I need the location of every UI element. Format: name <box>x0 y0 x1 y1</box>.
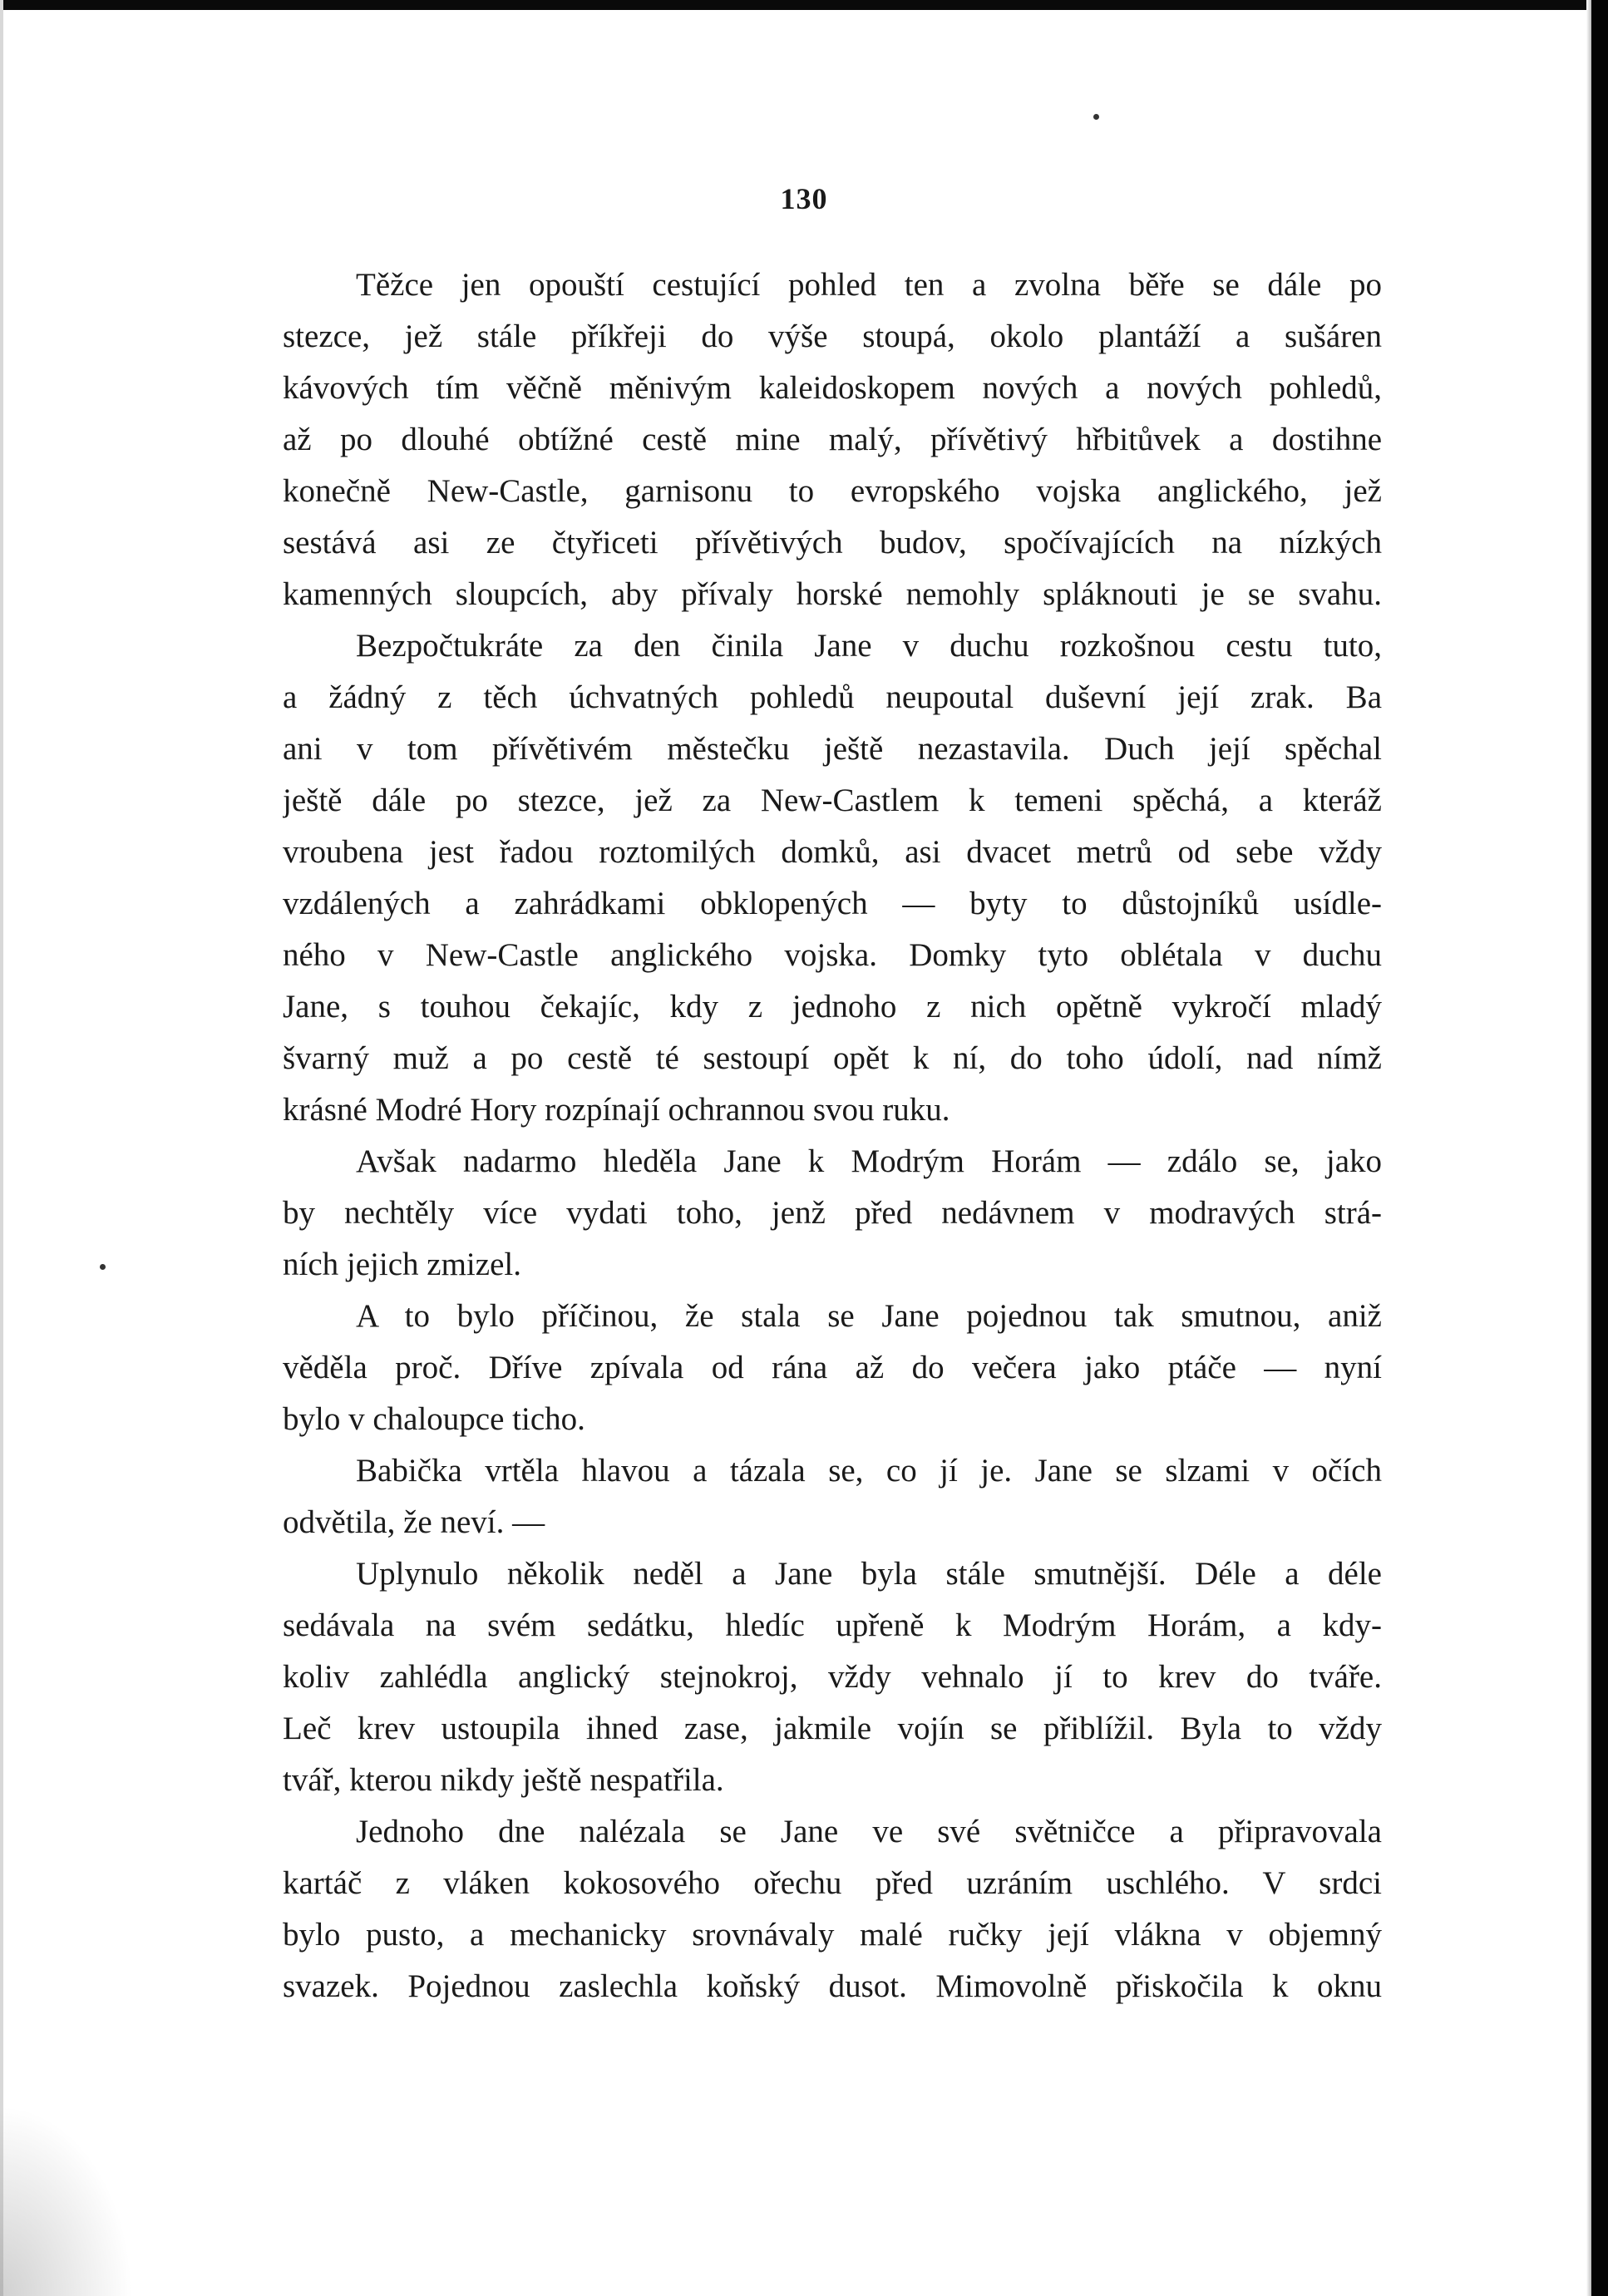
text-line: Těžce jen opouští cestující pohled ten a zvolna běře se dále po <box>356 267 1382 303</box>
text-line: svazek. Pojednou zaslechla koňský dusot. Mimovolně přiskočila k oknu <box>283 1968 1382 2004</box>
text-line: koliv zahlédla anglický stejnokroj, vždy vehnalo jí to krev do tváře. <box>283 1659 1382 1695</box>
text-line: věděla proč. Dříve zpívala od rána až do večera jako ptáče — nyní <box>283 1350 1382 1385</box>
text-line: by nechtěly více vydati toho, jenž před nedávnem v modravých strá- <box>283 1195 1382 1231</box>
scan-speck <box>100 1264 106 1270</box>
text-line: vzdálených a zahrádkami obklopených — byty to důstojníků usídle- <box>283 886 1382 921</box>
text-line: Jednoho dne nalézala se Jane ve své světničce a připravovala <box>356 1814 1382 1849</box>
text-line: ještě dále po stezce, jež za New-Castlem k temeni spěchá, a kteráž <box>283 783 1382 818</box>
text-line: tvář, kterou nikdy ještě nespatřila. <box>283 1762 724 1798</box>
scan-border-left <box>0 0 3 2296</box>
body-text <box>283 259 1382 2012</box>
text-line: stezce, jež stále příkřeji do výše stoupá, okolo plantáží a sušáren <box>283 318 1382 354</box>
text-line: kávových tím věčně měnivým kaleidoskopem nových a nových pohledů, <box>283 370 1382 406</box>
text-line: kamenných sloupcích, aby přívaly horské nemohly spláknouti je se svahu. <box>283 576 1382 612</box>
text-line: Jane, s touhou čekajíc, kdy z jednoho z nich opětně vykročí mladý <box>283 989 1382 1025</box>
text-line: sedávala na svém sedátku, hledíc upřeně k Modrým Horám, a kdy- <box>283 1607 1382 1643</box>
scan-border-top <box>0 0 1608 10</box>
scan-border-right <box>1591 0 1608 2296</box>
text-line: krásné Modré Hory rozpínají ochrannou svou ruku. <box>283 1092 950 1128</box>
text-line: švarný muž a po cestě té sestoupí opět k ní, do toho údolí, nad nímž <box>283 1040 1382 1076</box>
scan-speck <box>1093 114 1099 120</box>
text-line: Leč krev ustoupila ihned zase, jakmile vojín se přiblížil. Byla to vždy <box>283 1711 1382 1746</box>
text-line: ani v tom přívětivém městečku ještě nezastavila. Duch její spěchal <box>283 731 1382 767</box>
text-line: odvětila, že neví. — <box>283 1504 545 1540</box>
page-number: 130 <box>780 182 828 215</box>
text-line: bylo v chaloupce ticho. <box>283 1401 585 1437</box>
scan-smudge <box>0 2105 133 2296</box>
text-line: sestává asi ze čtyřiceti přívětivých budov, spočívajících na nízkých <box>283 525 1382 560</box>
text-line: až po dlouhé obtížné cestě mine malý, přívětivý hřbitůvek a dostihne <box>283 422 1382 457</box>
text-line: ného v New-Castle anglického vojska. Domky tyto oblétala v duchu <box>283 937 1382 973</box>
text-line: Babička vrtěla hlavou a tázala se, co jí je. Jane se slzami v očích <box>356 1453 1382 1489</box>
text-line: a žádný z těch úchvatných pohledů neupoutal duševní její zrak. Ba <box>283 679 1382 715</box>
text-line: bylo pusto, a mechanicky srovnávaly malé ručky její vlákna v objemný <box>283 1917 1382 1953</box>
text-line: vroubena jest řadou roztomilých domků, asi dvacet metrů od sebe vždy <box>283 834 1382 870</box>
text-line: A to bylo příčinou, že stala se Jane pojednou tak smutnou, aniž <box>356 1298 1382 1334</box>
text-line: ních jejich zmizel. <box>283 1247 521 1282</box>
text-line: Avšak nadarmo hleděla Jane k Modrým Horám — zdálo se, jako <box>356 1143 1382 1179</box>
text-line: kartáč z vláken kokosového ořechu před uzráním uschlého. V srdci <box>283 1865 1382 1901</box>
text-line: konečně New-Castle, garnisonu to evropského vojska anglického, jež <box>283 473 1382 509</box>
text-line: Uplynulo několik neděl a Jane byla stále smutnější. Déle a déle <box>356 1556 1382 1592</box>
text-line: Bezpočtukráte za den činila Jane v duchu rozkošnou cestu tuto, <box>356 628 1382 664</box>
